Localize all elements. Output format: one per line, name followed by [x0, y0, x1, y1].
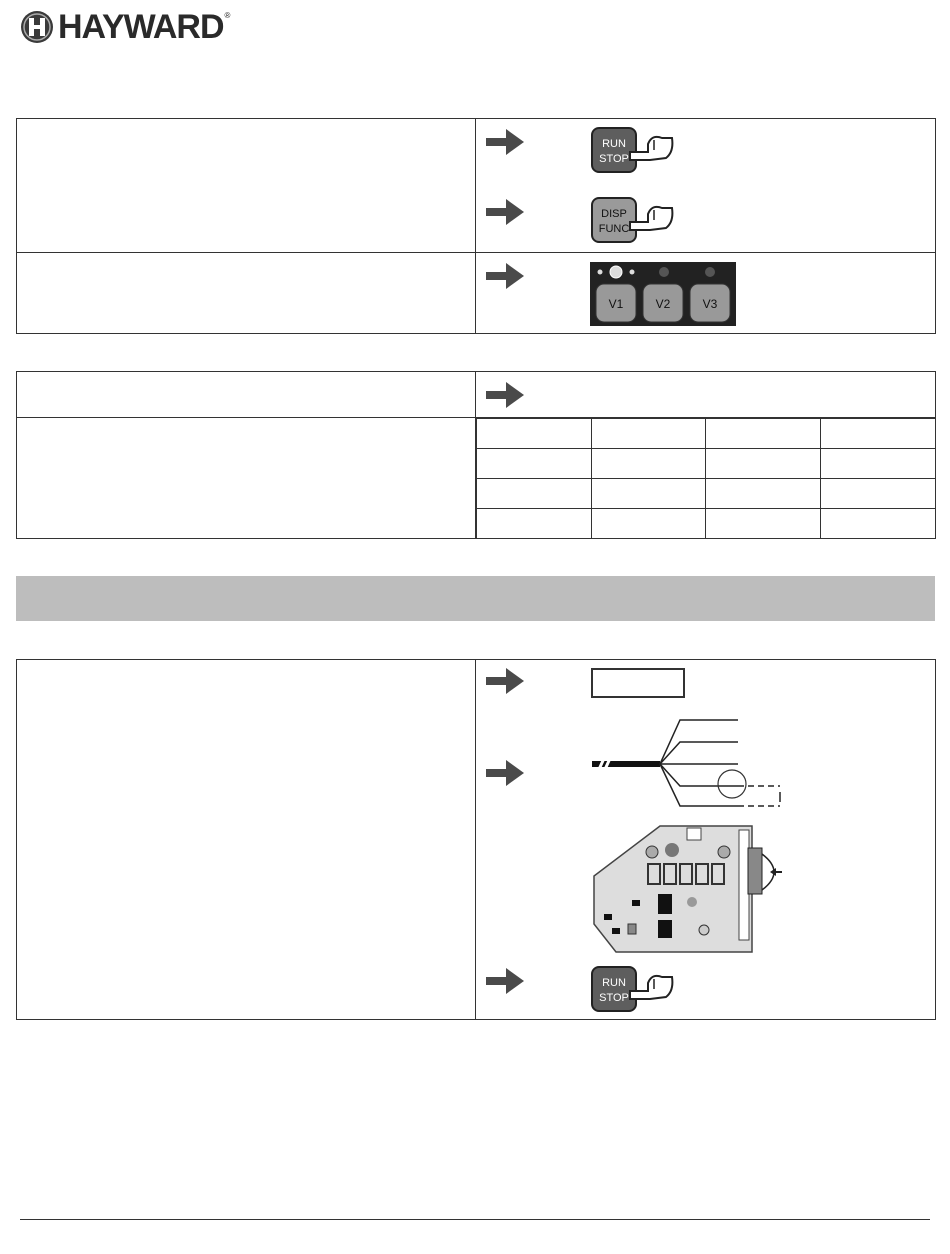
instruction-table-1 — [16, 118, 936, 334]
svg-text:DISP: DISP — [601, 208, 627, 220]
step-figure-cell — [476, 372, 936, 418]
arrow-right-icon — [486, 199, 526, 225]
step-text-cell — [17, 119, 476, 253]
arrow-right-icon — [486, 129, 526, 155]
svg-text:FUNC: FUNC — [598, 223, 630, 235]
brand-name: HAYWARD — [58, 8, 224, 46]
value-grid — [476, 418, 935, 538]
hayward-logo — [20, 10, 230, 44]
circuit-board-icon — [592, 824, 788, 954]
registered-mark: ® — [224, 10, 231, 20]
footer-rule — [20, 1219, 930, 1220]
disp-func-button[interactable] — [590, 196, 680, 244]
run-stop-button[interactable] — [590, 965, 680, 1013]
v2-button[interactable] — [642, 283, 684, 323]
svg-text:V1: V1 — [608, 297, 624, 311]
step-text-cell — [17, 372, 476, 418]
v1-button[interactable] — [595, 283, 637, 323]
step-text-cell — [17, 660, 476, 1020]
svg-text:RUN: RUN — [602, 977, 626, 989]
value-grid-cell — [476, 418, 936, 539]
svg-text:V3: V3 — [702, 297, 718, 311]
v3-button[interactable] — [689, 283, 731, 323]
arrow-right-icon — [486, 263, 526, 289]
arrow-right-icon — [486, 668, 526, 694]
display-box — [591, 668, 685, 698]
arrow-right-icon — [486, 760, 526, 786]
logo-badge-icon — [20, 10, 54, 44]
arrow-right-icon — [486, 968, 526, 994]
arrow-right-icon — [486, 382, 526, 408]
step-figure-cell — [476, 660, 936, 1020]
step-figure-cell — [476, 253, 936, 334]
step-text-cell — [17, 253, 476, 334]
svg-text:V2: V2 — [655, 297, 671, 311]
svg-text:RUN: RUN — [602, 138, 626, 150]
step-text-cell — [17, 418, 476, 539]
wire-bundle-icon — [590, 716, 790, 812]
instruction-table-3 — [16, 659, 936, 1020]
section-band — [16, 576, 935, 621]
step-figure-cell — [476, 119, 936, 253]
svg-text:STOP: STOP — [599, 992, 629, 1004]
instruction-table-2 — [16, 371, 936, 539]
svg-text:STOP: STOP — [599, 153, 629, 165]
run-stop-button[interactable] — [590, 126, 680, 174]
